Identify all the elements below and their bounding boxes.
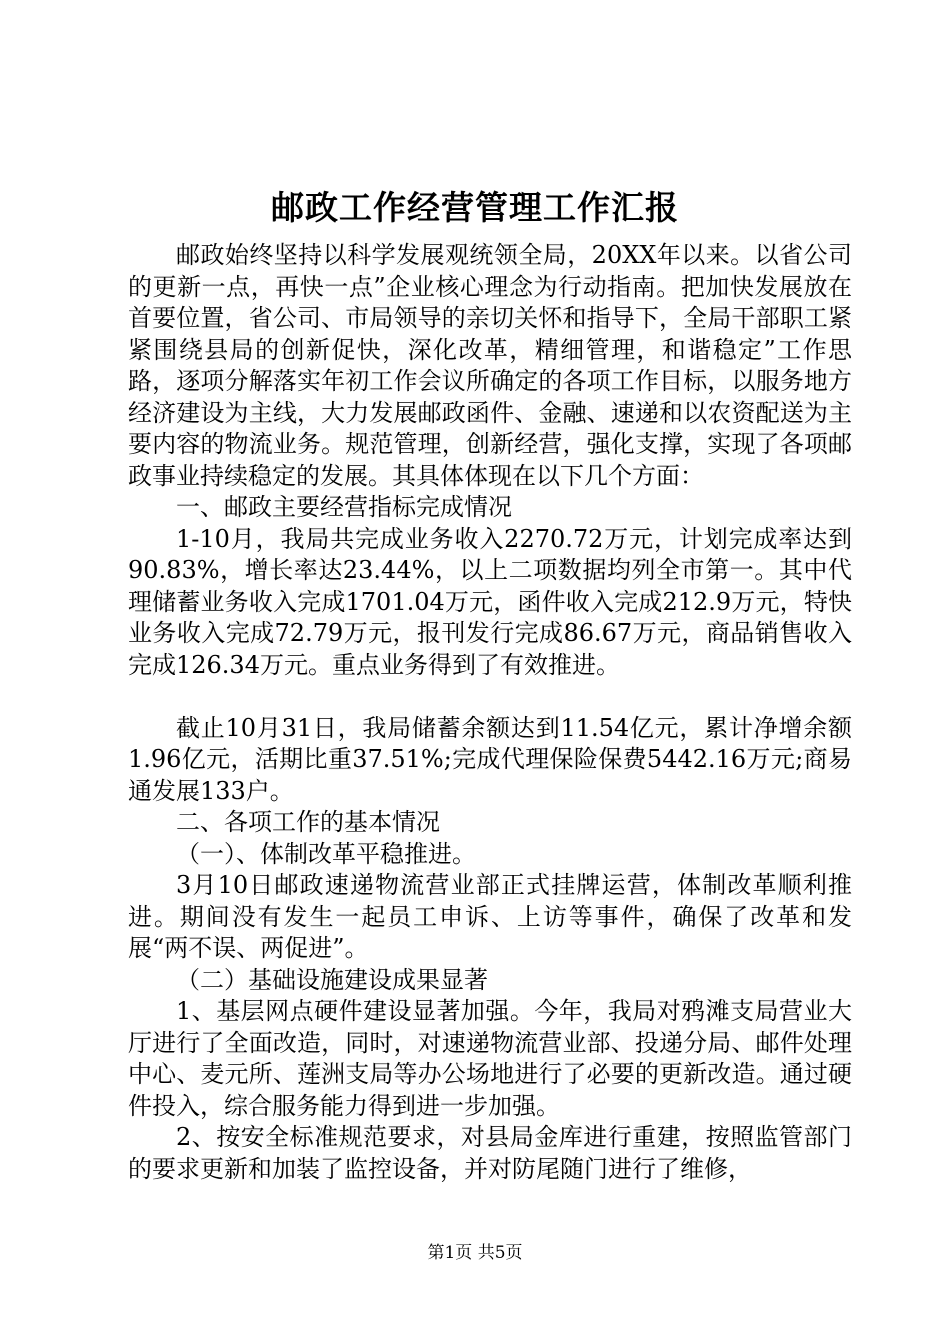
document-body — [128, 240, 852, 1185]
savings-paragraph: 截止10月31日，我局储蓄余额达到11.54亿元，累计净增余额1.96亿元，活期比重37.51%;完成代理保险保费5442.16万元;商易通发展133户。 — [128, 713, 852, 805]
subsection-heading-1: （一）、体制改革平稳推进。 — [176, 839, 476, 868]
revenue-paragraph: 1-10月，我局共完成业务收入2270.72万元，计划完成率达到90.83%，增长率达23.44%，以上二项数据均列全市第一。其中代理储蓄业务收入完成1701.04万元，函件收入完成212.9万元，特快业务收入完成72.79万元，报刊发行完成86.67万元，商品销售收入完成126.34万元。重点业务得到了有效推进。 — [128, 524, 852, 679]
blank-line — [128, 681, 852, 713]
document-title: 邮政工作经营管理工作汇报 — [271, 188, 679, 227]
intro-paragraph: 邮政始终坚持以科学发展观统领全局，20XX年以来。以省公司的更新一点，再快一点”企业核心理念为行动指南。把加快发展放在首要位置，省公司、市局领导的亲切关怀和指导下，全局干部职工紧紧围绕县局的创新促快，深化改革，精细管理，和谐稳定”工作思路，逐项分解落实年初工作会议所确定的各项工作目标，以服务地方经济建设为主线，大力发展邮政函件、金融、速递和以农资配送为主要内容的物流业务。规范管理，创新经营，强化支撑，实现了各项邮政事业持续稳定的发展。其具体体现在以下几个方面： — [128, 241, 852, 490]
security-paragraph: 2、按安全标准规范要求，对县局金库进行重建，按照监管部门的要求更新和加装了监控设备，并对防尾随门进行了维修， — [128, 1123, 852, 1183]
section-heading-2: 二、各项工作的基本情况 — [176, 808, 440, 836]
reform-paragraph: 3月10日邮政速递物流营业部正式挂牌运营，体制改革顺利推进。期间没有发生一起员工申诉、上访等事件，确保了改革和发展“两不误、两促进”。 — [128, 871, 852, 962]
subsection-heading-2: （二）基础设施建设成果显著 — [176, 965, 488, 994]
section-heading-1: 一、邮政主要经营指标完成情况 — [176, 493, 512, 521]
infrastructure-paragraph: 1、基层网点硬件建设显著加强。今年，我局对鸦滩支局营业大厅进行了全面改造，同时，对速递物流营业部、投递分局、邮件处理中心、麦元所、莲洲支局等办公场地进行了必要的更新改造。通过硬件投入，综合服务能力得到进一步加强。 — [128, 997, 852, 1120]
page-footer: 第1页 共5页 — [427, 1243, 523, 1263]
